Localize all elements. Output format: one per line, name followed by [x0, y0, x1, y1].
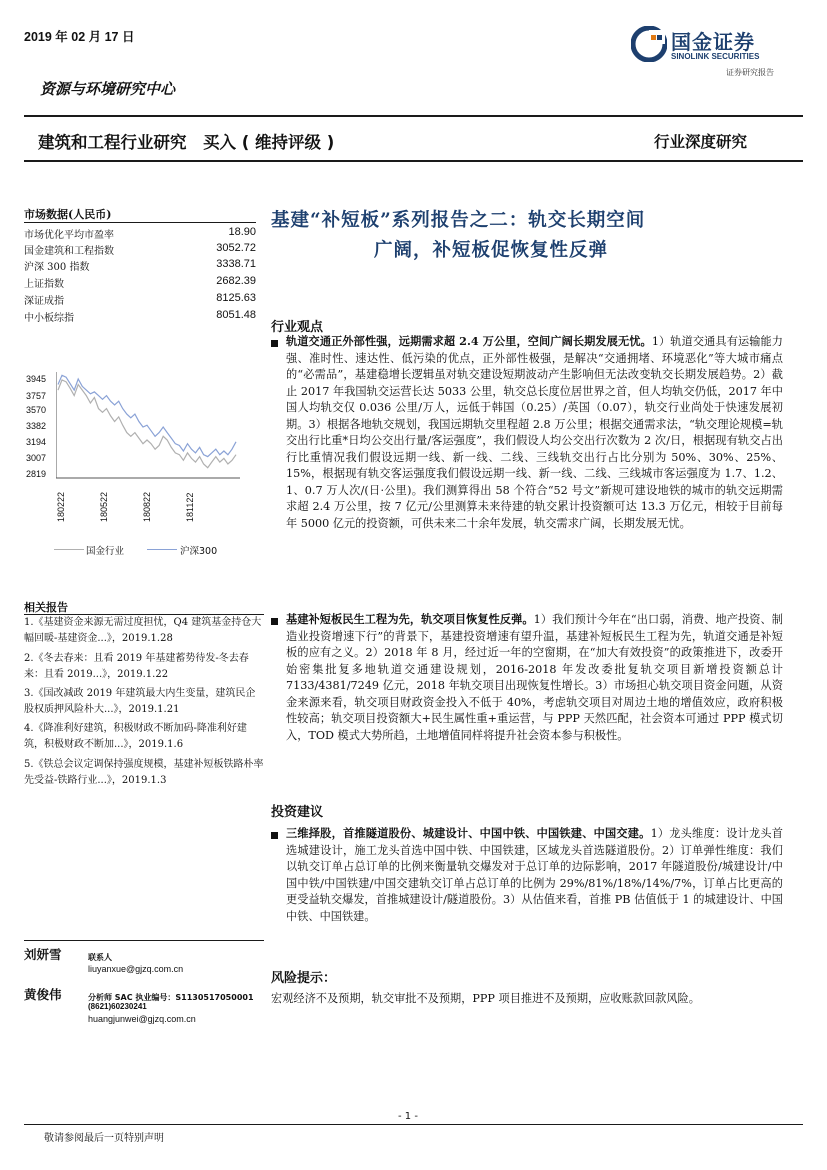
header-divider [24, 160, 803, 162]
series-line-1 [58, 375, 236, 456]
market-value: 3052.72 [216, 242, 256, 254]
market-row [24, 309, 256, 325]
y-tick-label: 2819 [26, 469, 47, 479]
market-label: 国金建筑和工程指数 [24, 246, 114, 257]
market-value: 8051.48 [216, 309, 256, 321]
risk-body: 宏观经济不及预期，轨交审批不及预期，PPP 项目推进不及预期，应收账款回款风险。 [271, 992, 700, 1005]
analyst-email[interactable]: huangjunwei@gjzq.com.cn [88, 1014, 196, 1024]
risk-title: 风险提示： [271, 971, 337, 986]
y-tick-label: 3194 [26, 437, 47, 447]
market-label: 沪深 300 指数 [24, 262, 90, 273]
market-value: 8125.63 [216, 292, 256, 304]
y-tick-label: 3757 [26, 391, 47, 401]
point-2 [286, 611, 783, 809]
market-row [24, 242, 256, 258]
legend-label: 国金行业 [86, 546, 125, 557]
logo-icon [631, 26, 667, 62]
x-tick-label: 180222 [56, 491, 66, 522]
y-tick-label: 3382 [26, 421, 47, 431]
bullet-icon [271, 832, 278, 839]
logo-sub: 证券研究报告 [726, 68, 774, 77]
market-value: 18.90 [228, 226, 256, 238]
analyst-role: 分析师 SAC 执业编号：S1130517050001 [88, 993, 254, 1002]
market-divider [24, 222, 256, 223]
x-tick-label: 181122 [185, 492, 195, 522]
related-item[interactable]: 3.《国改减政 2019 年建筑最大内生变量，建筑民企股权质押风险朴大...》，2019.1.21 [24, 688, 256, 715]
logo-en: SINOLINK SECURITIES [671, 52, 760, 61]
logo-cn: 国金证券 [671, 30, 755, 54]
report-type: 行业深度研究 [654, 132, 748, 151]
market-row [24, 275, 256, 291]
analyst-name: 黄俊伟 [24, 987, 62, 1002]
related-item[interactable]: 1.《基建资金来源无需过度担忧，Q4 建筑基金持仓大幅回暖-基建资金...》，2019.1.28 [24, 617, 262, 644]
point-body: 1）龙头维度：设计龙头首选城建设计，施工龙头首选中国中铁、中国铁建，区域龙头首选隧道股份。2）订单弹性维度：我们以轨交订单占总订单的比例来衡量轨交爆发对于总订单的边际影响，2017 年隧道股份/城建设计/中国中铁/中国铁建/中国交建轨交订单占总订单的比例为 29%/81%/18%/14%/7%，订单占比更高的更受益轨交爆发，首推城建设计/隧道股份。3）从估值来看，首推 PB 估值低于 1 的城建设计、中国中铁、中国铁建。 [286, 827, 783, 923]
point-body: 1）我们预计今年在“出口弱，消费、地产投资、制造业投资增速下行”的背景下，基建投资增速有望升温，基建补短板民生工程为先，轨道交通是补短板的应有之义。2）2018 年 8 月，经过近一年的空窗期，在“加大有效投资”的政策推进下，改委开始密集批复多地轨道交通建设规划，2016-2018 年发改委批复轨交项目新增投资额总计 7133/4381/7249 亿元，2018 年轨交项目出现恢复性增长。3）市场担心轨交项目资金问题，从资金来源来看，轨交项目财政资金投入不低于 40%，考虑轨交项目对周边土地的增值效应，政府积极性较高；轨交项目投资额大+民生属性重+重运营，与 PPP 天然匹配，社会资本可通过 PPP 模式切入，TOD 模式大势所趋，土地增值同样将提升社会资本参与积极性。 [286, 613, 783, 742]
top-divider [24, 115, 803, 117]
industry-rating: 建筑和工程行业研究 买入 ( 维持评级 ) [38, 133, 335, 152]
y-tick-label: 3007 [26, 453, 47, 463]
footer-divider [24, 1124, 803, 1125]
analyst-email[interactable]: liuyanxue@gjzq.com.cn [88, 964, 184, 974]
x-tick-label: 180822 [142, 491, 152, 522]
research-center: 资源与环境研究中心 [40, 80, 176, 98]
point-lead: 轨道交通正外部性强，远期需求超 2.4 万公里，空间广阔长期发展无忧。 [286, 334, 652, 348]
bullet-icon [271, 618, 278, 625]
report-date: 2019 年 02 月 17 日 [24, 30, 135, 44]
market-value: 2682.39 [216, 275, 256, 287]
market-row [24, 258, 256, 274]
legend-swatch-csi300 [147, 549, 177, 550]
legend-label: 沪深300 [180, 546, 218, 557]
title-line-1: 基建“补短板”系列报告之二：轨交长期空间 [271, 210, 646, 231]
point-lead: 基建补短板民生工程为先，轨交项目恢复性反弹。 [286, 612, 534, 626]
views-title: 行业观点 [271, 320, 324, 335]
analyst-name: 刘妍雪 [24, 947, 62, 962]
related-item[interactable]: 2.《冬去春来：且看 2019 年基建蓄势待发-冬去春来：且看 2019...》，2019.1.22 [24, 653, 249, 680]
chart-plot-area [56, 372, 242, 482]
related-heading: 相关报告 [24, 601, 68, 614]
x-tick-label: 180522 [99, 491, 109, 522]
point-lead: 三维择股，首推隧道股份、城建设计、中国中铁、中国铁建、中国交建。 [286, 826, 651, 840]
market-label: 市场优化平均市盈率 [24, 230, 114, 241]
legend-swatch-industry [54, 549, 84, 550]
market-value: 3338.71 [216, 258, 256, 270]
page-number: - 1 - [398, 1111, 418, 1122]
market-row [24, 292, 256, 308]
point-3 [286, 825, 783, 959]
invest-title: 投资建议 [271, 805, 324, 820]
analyst-role: 联系人 [88, 953, 112, 962]
y-tick-label: 3945 [26, 374, 47, 384]
market-heading: 市场数据(人民币) [24, 208, 112, 221]
market-label: 上证指数 [24, 279, 64, 290]
analyst-divider [24, 940, 264, 941]
point-1 [286, 333, 783, 613]
y-tick-label: 3570 [26, 405, 47, 415]
title-line-2: 广阔，补短板促恢复性反弹 [374, 240, 609, 261]
bullet-icon [271, 340, 278, 347]
point-body: 1）轨道交通具有运输能力强、准时性、速达性、低污染的优点，正外部性极强，是解决“交通拥堵、环境恶化”等大城市痛点的“必需品”，基建稳增长逻辑虽对轨交建设短期波动产生影响但无法改变轨交长期发展趋势。2）截止 2017 年我国轨交运营长达 5033 公里，轨交总长度位居世界之首，但人均轨交仍低，2017 年中国人均轨交仅 0.036 公里/万人，远低于韩国（0.25）/英国（0.07），轨交行业尚处于快速发展初期。3）根据各地轨交规划，我国远期轨交里程超 2.8 万公里；根据交通需求法，“轨交理论规模=轨交出行比重*日均公交出行量/客运强度”，我们假设人均公交出行次数为 2 次/日，根据现有轨交占出行比重情况我们假设远期一线、新一线、二线、三线轨交出行占比分别为 50%、30%、25%、15%，根据现有轨交客运强度我们假设远期一线、新一线、二线、三线城市客运强度为 1.7、1.2、1、0.7 万人次/(日·公里)。我们测算得出 58 个符合“52 号文”新规可建设地铁的城市的轨交远期需求超 2.4 万公里，按 7 亿元/公里测算未来待建的轨交累计投资额可达 13.3 万亿元，相较于目前每年 5000 亿元的投资额，可供未来二十余年发展，轨交需求广阔，长期发展无忧。 [286, 335, 783, 530]
analyst-phone: (8621)60230241 [88, 1002, 147, 1011]
market-label: 深证成指 [24, 296, 64, 307]
related-item[interactable]: 5.《铁总会议定调保持强度规模，基建补短板铁路朴率先受益-铁路行业...》，2019.1.3 [24, 759, 264, 786]
disclaimer-note: 敬请参阅最后一页特别声明 [44, 1133, 164, 1144]
market-row [24, 226, 256, 242]
related-item[interactable]: 4.《降准利好建筑，积极财政不断加码-降准利好建筑，积极财政不断加...》，2019.1.6 [24, 723, 247, 750]
market-label: 中小板综指 [24, 313, 74, 324]
